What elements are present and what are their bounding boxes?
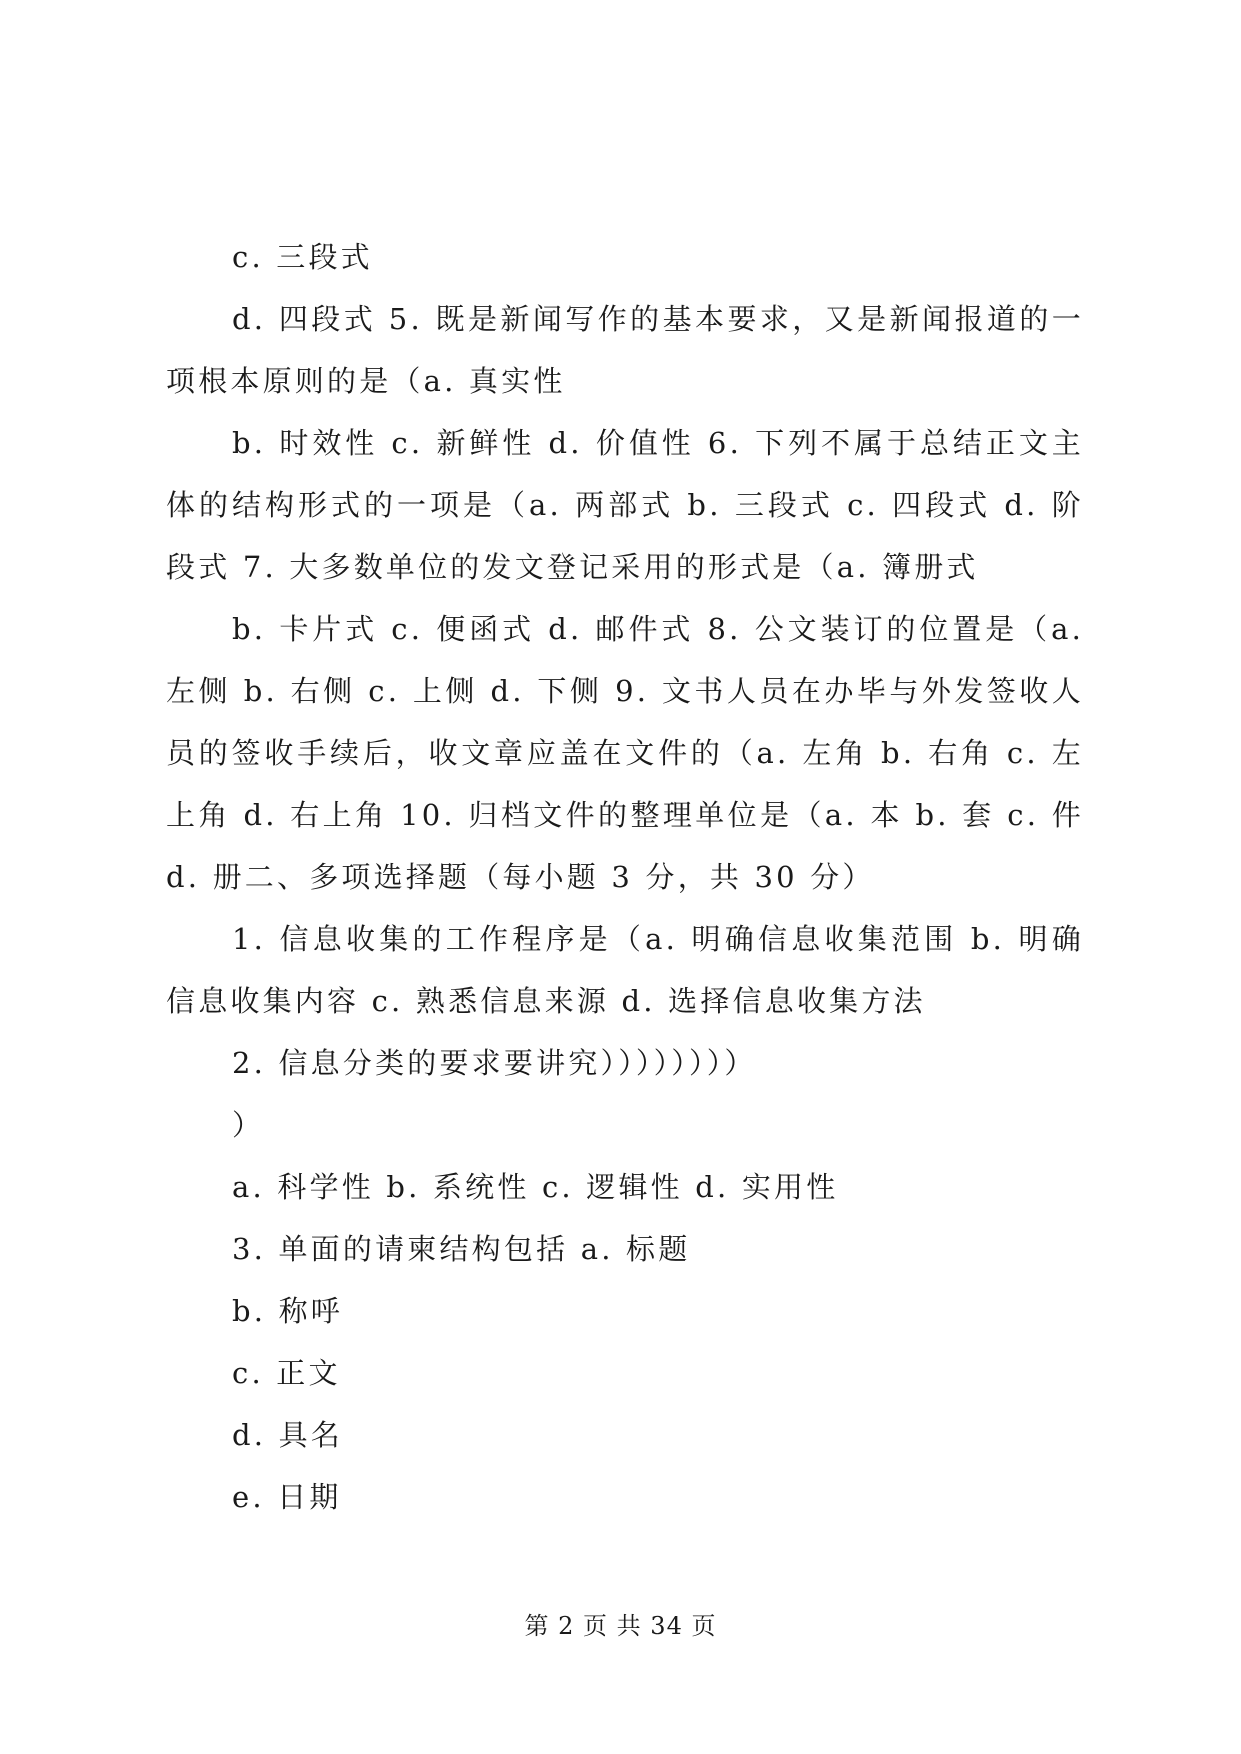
paragraph-options-2: a. 科学性 b. 系统性 c. 逻辑性 d. 实用性: [232, 1170, 839, 1204]
paragraph-option-b: b. 称呼: [232, 1294, 344, 1328]
paragraph-option-c: c. 正文: [232, 1356, 341, 1390]
paragraph-option-d: d. 具名: [232, 1418, 344, 1452]
paragraph-questions-8-10: b. 卡片式 c. 便函式 d. 邮件式 8. 公文装订的位置是（a. 左侧 b. 右侧 c. 上侧 d. 下侧 9. 文书人员在办毕与外发签收人员的签收手续后，收文章应盖在文件的（a. 左角 b. 右角 c. 左上角 d. 右上角 10. 归档文件的整理单位是（a. 本 b. 套 c. 件 d. 册二、多项选择题（每小题 3 分，共 30 分）: [166, 612, 1084, 894]
paragraph-questions-6-7: b. 时效性 c. 新鲜性 d. 价值性 6. 下列不属于总结正文主体的结构形式的一项是（a. 两部式 b. 三段式 c. 四段式 d. 阶段式 7. 大多数单位的发文登记采用的形式是（a. 簿册式: [166, 426, 1084, 584]
paragraph-section-c: c. 三段式: [232, 240, 373, 274]
paragraph-closing-paren: ）: [232, 1108, 265, 1142]
paragraph-option-e: e. 日期: [232, 1480, 342, 1514]
paragraph-multi-question-2: 2. 信息分类的要求要讲究））））））））: [232, 1046, 757, 1080]
document-body: [166, 226, 1084, 1528]
paragraph-multi-question-1: 1. 信息收集的工作程序是（a. 明确信息收集范围 b. 明确信息收集内容 c. 熟悉信息来源 d. 选择信息收集方法: [166, 922, 1084, 1018]
paragraph-multi-question-3: 3. 单面的请柬结构包括 a. 标题: [232, 1232, 691, 1266]
paragraph-question-5: d. 四段式 5. 既是新闻写作的基本要求，又是新闻报道的一项根本原则的是（a. 真实性: [166, 302, 1084, 398]
page-number-footer: 第 2 页 共 34 页: [524, 1612, 717, 1640]
